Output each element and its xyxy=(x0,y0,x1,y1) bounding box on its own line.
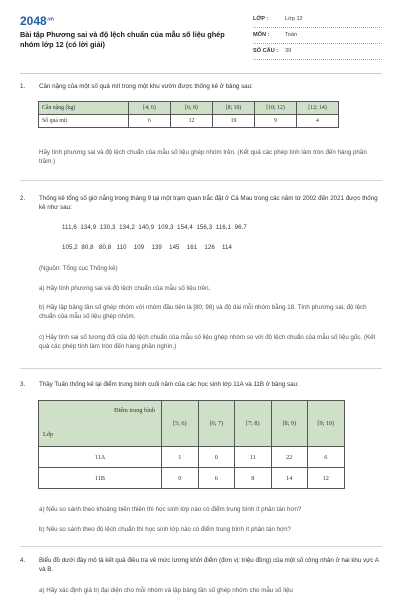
table-cell: 0 xyxy=(198,447,235,468)
question-text: Thầy Tuấn thống kê lại điểm trung bình cuối năm của các học sinh lớp 11A và 11B ở bảng sau: xyxy=(39,381,299,388)
meta-row-class xyxy=(253,12,382,28)
question-text: Thống kê tổng số giờ nắng trong tháng 9 tại một trạm quan trắc đặt ở Cà Mau trong các năm từ 2002 đến 2021 được thống kê như sau: xyxy=(39,195,378,211)
document-title: Bài tập Phương sai và độ lệch chuẩn của mẫu số liệu ghép nhóm lớp 12 (có lời giải) xyxy=(20,30,225,49)
meta-box xyxy=(253,12,382,60)
table-cell: 6 xyxy=(308,447,345,468)
question-divider xyxy=(20,368,382,369)
table-cell: 22 xyxy=(271,447,308,468)
table-row xyxy=(39,447,345,468)
table-header-cell: [10; 12) xyxy=(255,102,297,115)
question-number: 1. xyxy=(20,83,26,90)
table-header-cell: [12; 14) xyxy=(297,102,339,115)
table-cell: 12 xyxy=(171,115,213,128)
table-header-cell: [6; 8) xyxy=(171,102,213,115)
header-divider xyxy=(20,73,382,74)
question-divider xyxy=(20,180,382,181)
meta-value: Lớp 12 xyxy=(285,16,303,22)
table-header-cell: [8; 10) xyxy=(213,102,255,115)
table-cell: 6 xyxy=(129,115,171,128)
corner-label-bottom: Lớp xyxy=(43,431,54,438)
meta-value: 39 xyxy=(285,48,292,54)
meta-row-count xyxy=(253,44,382,60)
q2-data-line-1: 111,6 134,9 130,3 134,2 140,9 109,3 154,4 156,3 116,1 96,7 xyxy=(62,224,247,231)
part-text: a) Nếu so sánh theo khoảng biến thiên thì học sinh lớp nào có điểm trung bình ít phân tán hơn? xyxy=(39,506,302,513)
table-cell: 4 xyxy=(297,115,339,128)
meta-value: Toán xyxy=(285,32,298,38)
question-number: 3. xyxy=(20,381,26,388)
table-row xyxy=(39,468,345,489)
meta-row-subject xyxy=(253,28,382,44)
table-header-cell: [7; 8) xyxy=(235,401,272,447)
table-cell: 9 xyxy=(255,115,297,128)
part-text: a) Hãy xác định giá trị đại diện cho mỗi nhóm và lập bảng tần số ghép nhóm cho mẫu số liệu xyxy=(39,587,293,594)
q3-table xyxy=(38,400,345,489)
table-header-cell: [4; 6) xyxy=(129,102,171,115)
question-text: Cân nặng của một số quả mít trong một khu vườn được thống kê ở bảng sau: xyxy=(39,83,253,90)
table-row xyxy=(39,401,345,447)
corner-label-top: Điểm trung bình xyxy=(114,407,155,414)
table-cell: 12 xyxy=(308,468,345,489)
table-row-label: 11A xyxy=(39,447,162,468)
meta-key: MÔN : xyxy=(253,32,270,38)
part-text: b) Nếu so sánh theo độ lệch chuẩn thì học sinh lớp nào có điểm trung bình ít phân tán hơn? xyxy=(39,526,292,533)
table-row-label: 11B xyxy=(39,468,162,489)
table-header-cell: [5; 6) xyxy=(162,401,199,447)
table-header-cell: [6; 7) xyxy=(198,401,235,447)
part-text: b) Hãy lập bảng tần số ghép nhóm với nhóm đầu tiên là [80; 98) và độ dài mỗi nhóm bằng 18. Tính phương sai, độ lệch chuẩn của mẫu số liệu ghép nhóm. xyxy=(39,304,367,320)
part-text: c) Hãy tính sai số tương đối của độ lệch chuẩn của mẫu số liệu ghép nhóm so với độ lệch chuẩn của mẫu số liệu gốc. (Kết quả các phép tính làm tròn đến hàng phần nghìn.) xyxy=(39,334,376,350)
table-cell: 1 xyxy=(162,447,199,468)
site-logo[interactable] xyxy=(20,14,54,28)
table-row-label: Cân nặng (kg) xyxy=(39,102,129,115)
table-cell: 6 xyxy=(198,468,235,489)
source-text: (Nguồn: Tổng cục Thống kê) xyxy=(39,265,118,272)
table-cell: 8 xyxy=(235,468,272,489)
question-text: Biểu đồ dưới đây mô tả kết quả điều tra về mức lương khởi điểm (đơn vị: triệu đồng) của một số công nhân ở hai khu vực A và B. xyxy=(39,557,379,573)
table-header-cell: [9; 10) xyxy=(308,401,345,447)
table-row xyxy=(39,102,339,115)
document-header xyxy=(20,12,382,64)
meta-key: LỚP : xyxy=(253,16,269,22)
table-corner-cell xyxy=(39,401,162,447)
table-cell: 19 xyxy=(213,115,255,128)
part-text: a) Hãy tính phương sai và độ lệch chuẩn của mẫu số liệu trên. xyxy=(39,285,211,292)
table-cell: 11 xyxy=(235,447,272,468)
question-number: 4. xyxy=(20,557,26,564)
meta-key: SỐ CÂU : xyxy=(253,48,279,54)
table-header-cell: [8; 9) xyxy=(271,401,308,447)
table-cell: 14 xyxy=(271,468,308,489)
logo-suffix: .vn xyxy=(46,16,54,23)
question-task-text: Hãy tính phương sai và độ lệch chuẩn của mẫu số liệu ghép nhóm trên. (Kết quả các phép tính làm tròn đến hàng phần trăm.) xyxy=(39,149,367,165)
table-cell: 0 xyxy=(162,468,199,489)
question-divider xyxy=(20,546,382,547)
question-number: 2. xyxy=(20,195,26,202)
logo-text: 2048 xyxy=(20,14,47,28)
table-row-label: Số quả mít xyxy=(39,115,129,128)
q1-table xyxy=(38,101,339,128)
table-row xyxy=(39,115,339,128)
q2-data-line-2: 105,2 80,8 80,8 110 109 139 145 161 126 114 xyxy=(62,244,233,251)
